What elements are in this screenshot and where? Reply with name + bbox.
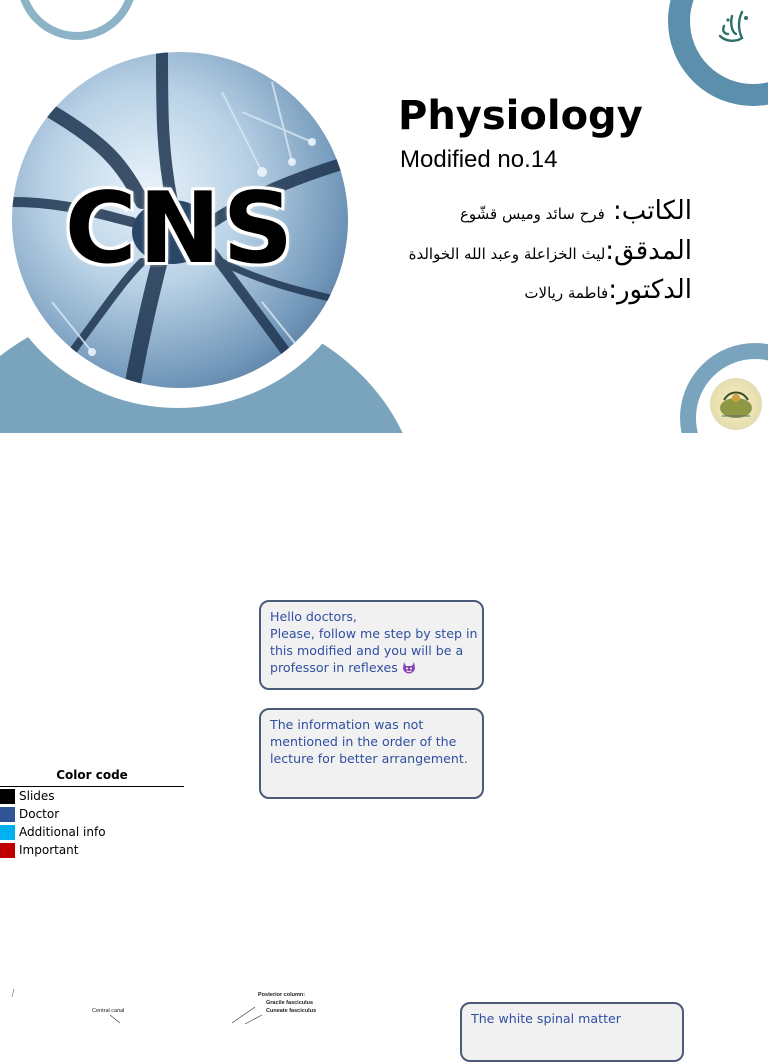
credit-auditor xyxy=(409,236,692,266)
credit-value: ليث الخزاعلة وعبد الله الخوالدة xyxy=(408,245,606,263)
legend-label: Doctor xyxy=(19,807,60,821)
legend-label: Additional info xyxy=(19,825,106,839)
cover-slide xyxy=(0,0,768,433)
figure-lines xyxy=(0,985,400,1024)
decorative-ring xyxy=(17,0,137,40)
credit-value: فرح سائد وميس قشّوع xyxy=(459,205,605,223)
color-swatch xyxy=(0,843,15,858)
credit-label: الكاتب: xyxy=(604,196,692,226)
color-code-title: Color code xyxy=(0,768,184,787)
cns-title: CNS xyxy=(64,172,296,286)
credit-writer xyxy=(460,196,692,226)
legend-label: Slides xyxy=(19,789,55,803)
color-swatch xyxy=(0,807,15,822)
figure-label: Posterior column: xyxy=(258,992,306,998)
credit-value: فاطمة ريالات xyxy=(524,284,609,302)
credit-label: المدقق: xyxy=(605,236,692,266)
figure-label: Cuneate fasciculus xyxy=(266,1008,317,1014)
note-line-last xyxy=(270,659,473,676)
subject-title: Physiology xyxy=(398,93,643,139)
note-line: The information was not xyxy=(270,717,424,732)
note-line: The white spinal matter xyxy=(471,1011,621,1026)
spinal-cord-figure xyxy=(0,985,400,1024)
color-swatch xyxy=(0,789,15,804)
figure-label: Gracile fasciculus xyxy=(266,1000,314,1006)
batch-logo-icon xyxy=(710,378,762,430)
neuron-hero-image xyxy=(12,52,348,388)
devil-emoji-icon xyxy=(402,661,416,674)
note-line: mentioned in the order of the xyxy=(270,734,457,749)
note-line: lecture for better arrangement. xyxy=(270,751,468,766)
note-text: professor in reflexes xyxy=(270,660,398,675)
arrangement-note xyxy=(259,708,484,799)
legend-item-important xyxy=(0,841,184,859)
credit-label: الدكتور: xyxy=(608,275,692,305)
color-swatch xyxy=(0,825,15,840)
legend-item-doctor xyxy=(0,805,184,823)
hello-note xyxy=(259,600,484,690)
team-logo-icon xyxy=(712,6,756,50)
note-line: this modified and you will be a xyxy=(270,643,464,658)
credit-doctor xyxy=(524,275,692,305)
white-matter-note xyxy=(460,1002,684,1062)
note-line: Please, follow me step by step in xyxy=(270,626,478,641)
modified-number: Modified no.14 xyxy=(400,146,558,173)
color-code-legend xyxy=(0,768,184,859)
legend-item-additional-info xyxy=(0,823,184,841)
legend-label: Important xyxy=(19,843,79,857)
legend-item-slides xyxy=(0,787,184,805)
figure-label: Central canal xyxy=(92,1008,125,1014)
note-line: Hello doctors, xyxy=(270,609,357,624)
